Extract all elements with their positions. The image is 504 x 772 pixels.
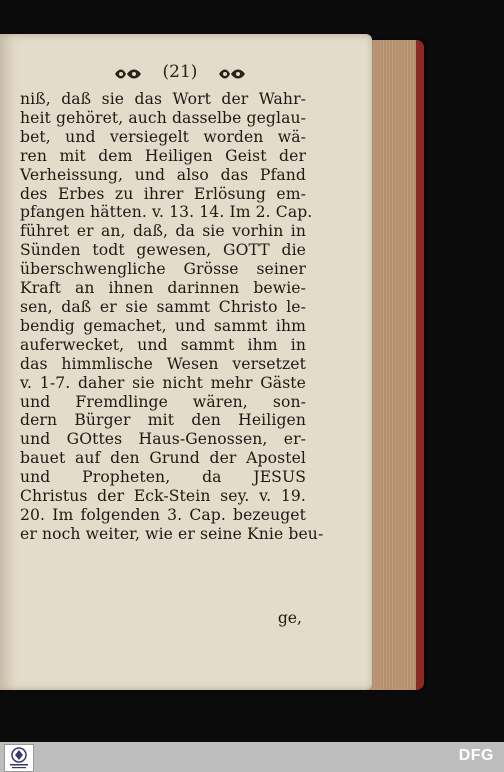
book-page-edges bbox=[368, 40, 424, 690]
text-line: Sünden todt gewesen, GOTT die bbox=[20, 241, 306, 260]
text-line: bendig gemachet, und sammt ihm bbox=[20, 316, 306, 335]
page-number: (21) bbox=[162, 62, 198, 82]
body-text bbox=[20, 90, 324, 544]
text-line: Christus der Eck-Stein sey. v. 19. bbox=[20, 487, 306, 506]
dfg-logo[interactable]: DFG bbox=[458, 747, 494, 764]
left-ornament-icon bbox=[113, 66, 143, 80]
text-line: ren mit dem Heiligen Geist der bbox=[20, 146, 306, 165]
text-line: v. 1-7. daher sie nicht mehr Gäste bbox=[20, 373, 306, 392]
text-line: 20. Im folgenden 3. Cap. bezeuget bbox=[20, 505, 306, 524]
text-line: pfangen hätten. v. 13. 14. Im 2. Cap. bbox=[20, 203, 313, 222]
book-page bbox=[0, 34, 372, 690]
text-line: und Propheten, da JESUS bbox=[20, 468, 306, 487]
text-line: Kraft an ihnen darinnen bewie- bbox=[20, 279, 306, 298]
viewer-footer-bar bbox=[0, 742, 504, 772]
text-line: Verheissung, und also das Pfand bbox=[20, 165, 306, 184]
text-line: das himmlische Wesen versetzet bbox=[20, 354, 306, 373]
text-line: auferwecket, und sammt ihm in bbox=[20, 335, 306, 354]
text-line: heit gehöret, auch dasselbe geglau- bbox=[20, 108, 307, 127]
right-ornament-icon bbox=[217, 66, 247, 80]
text-line: dern Bürger mit den Heiligen bbox=[20, 411, 306, 430]
library-seal-icon[interactable] bbox=[4, 744, 34, 772]
text-line: bet, und versiegelt worden wä- bbox=[20, 127, 306, 146]
text-line: er noch weiter, wie er seine Knie beu- bbox=[20, 524, 324, 543]
text-line: sen, daß er sie sammt Christo le- bbox=[20, 297, 306, 316]
page-header bbox=[0, 62, 360, 82]
book-scan bbox=[0, 34, 428, 694]
text-line: und GOttes Haus-Genossen, er- bbox=[20, 430, 306, 449]
catchword: ge, bbox=[277, 609, 302, 627]
text-line: bauet auf den Grund der Apostel bbox=[20, 449, 306, 468]
text-line: überschwengliche Grösse seiner bbox=[20, 260, 306, 279]
text-line: und Fremdlinge wären, son- bbox=[20, 392, 306, 411]
text-line: niß, daß sie das Wort der Wahr- bbox=[20, 90, 306, 108]
text-line: führet er an, daß, da sie vorhin in bbox=[20, 222, 306, 241]
text-line: des Erbes zu ihrer Erlösung em- bbox=[20, 184, 306, 203]
